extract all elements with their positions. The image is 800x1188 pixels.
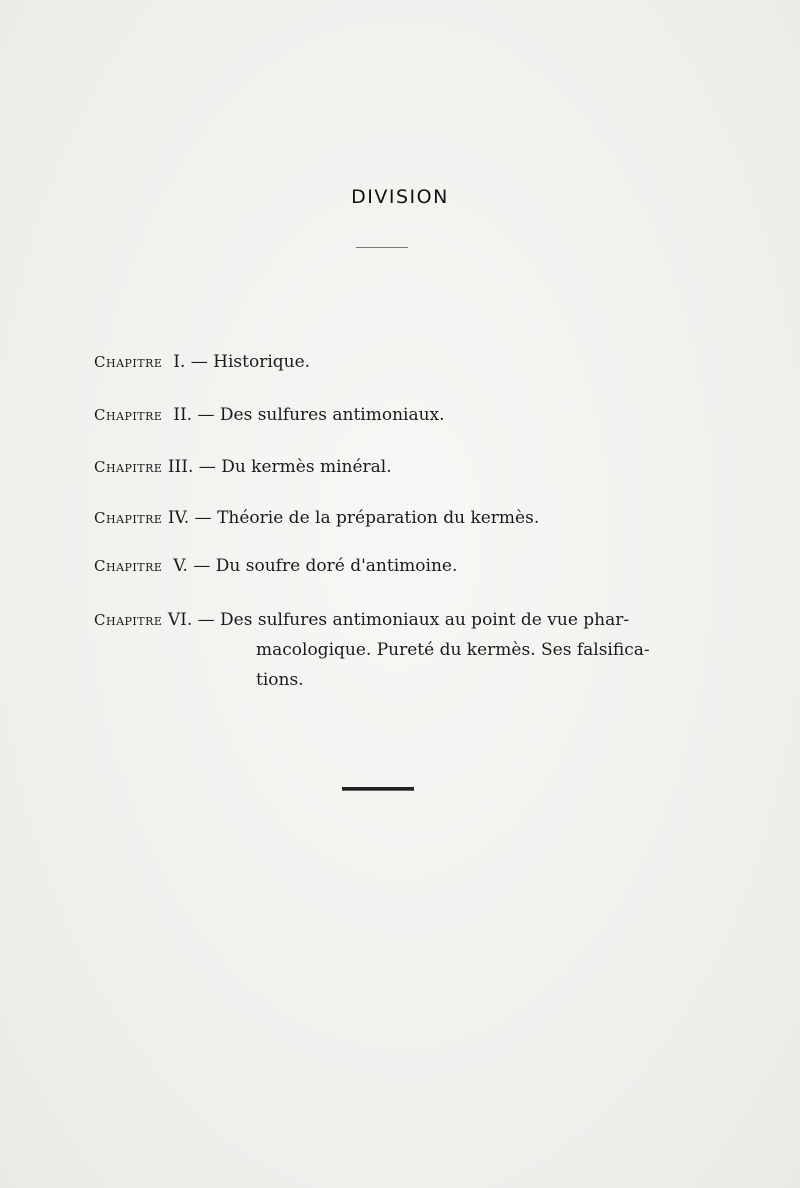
chapter-title: — Du kermès minéral.: [198, 457, 392, 477]
chapter-number: III.: [167, 457, 194, 477]
chapter-title: — Des sulfures antimoniaux.: [197, 405, 445, 425]
chapter-title-continuation: tions.: [256, 670, 304, 690]
chapter-number: IV.: [167, 508, 190, 528]
end-ornament-rule: [342, 787, 414, 791]
chapter-number: V.: [173, 556, 188, 576]
chapter-label: Chapitre: [94, 509, 163, 527]
chapter-6: [94, 605, 694, 695]
chapter-5: [94, 558, 457, 575]
chapter-title-continuation: macologique. Pureté du kermès. Ses falsifica-: [256, 640, 650, 660]
chapter-label: Chapitre: [94, 353, 163, 371]
chapter-title: — Du soufre doré d'antimoine.: [193, 556, 458, 576]
chapter-label: Chapitre: [94, 611, 163, 629]
page-title: DIVISION: [351, 186, 449, 208]
chapter-label: Chapitre: [94, 458, 163, 476]
chapter-1: [94, 354, 310, 371]
title-divider: [356, 247, 408, 248]
chapter-2: [94, 407, 445, 424]
chapter-label: Chapitre: [94, 557, 163, 575]
chapter-title: — Historique.: [190, 352, 311, 372]
chapter-label: Chapitre: [94, 406, 163, 424]
chapter-4: [94, 510, 539, 527]
chapter-number: I.: [173, 352, 186, 372]
chapter-title: — Des sulfures antimoniaux au point de vue phar-: [197, 610, 630, 630]
chapter-number: II.: [173, 405, 193, 425]
chapter-number: VI.: [167, 610, 193, 630]
chapter-title: — Théorie de la préparation du kermès.: [194, 508, 540, 528]
chapter-3: [94, 459, 392, 476]
